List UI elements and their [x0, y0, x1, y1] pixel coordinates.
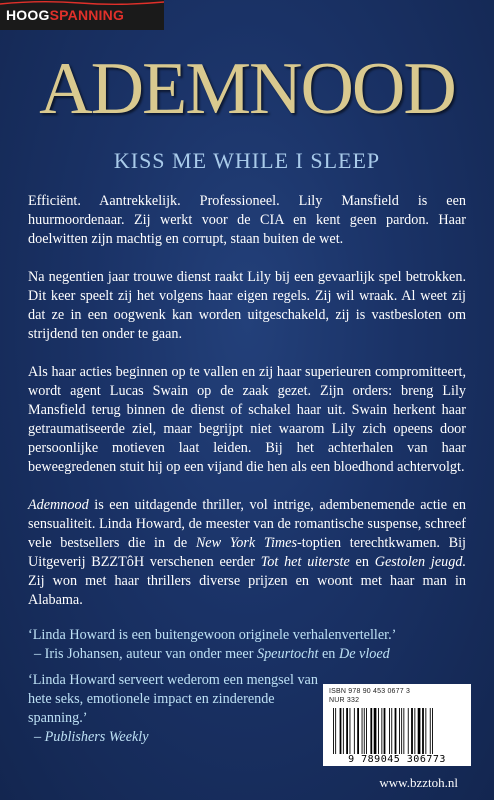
barcode-bar: [333, 708, 334, 754]
barcode-bar: [357, 708, 359, 754]
barcode-bar: [370, 708, 372, 754]
blurb: [28, 192, 466, 629]
blurb-nyt: New York Times: [195, 535, 297, 551]
blurb-book2: Gestolen jeugd.: [374, 554, 466, 570]
blurb-paragraph-1: Efficiënt. Aantrekkelijk. Professioneel. Lily Mansfield is een huurmoordenaar. Zij werkt voor de CIA en kent geen pardon. Haar doelwitten zijn machtig en corrupt, staan buiten de wet.: [28, 193, 466, 247]
quote-2-attr: – Publishers Weekly: [34, 729, 149, 745]
barcode-bar: [430, 708, 431, 754]
barcode-bar: [399, 708, 400, 754]
book-title: ADEMNOOD: [39, 48, 455, 130]
quote-2-attribution: [28, 728, 328, 747]
blurb-book1: Tot het uiterste: [260, 554, 350, 570]
barcode-bar: [374, 708, 377, 754]
quote-1-text: ‘Linda Howard is een buitengewoon originele verhalenverteller.’: [28, 627, 397, 643]
isbn-label: ISBN 978 90 453 0677 3: [329, 688, 411, 695]
barcode-bar: [364, 708, 365, 754]
blurb-paragraph-4: [28, 496, 466, 610]
review-quote-2: [28, 671, 328, 747]
quote-1-attr-mid: en: [318, 646, 339, 662]
blurb-book-title: Ademnood: [28, 497, 89, 513]
barcode-bar: [411, 708, 413, 754]
series-banner: [0, 0, 164, 30]
barcode-bar: [378, 708, 379, 754]
barcode-bars: [333, 708, 463, 754]
barcode-bar: [343, 708, 344, 754]
barcode-bar: [418, 708, 421, 754]
barcode-bar: [350, 708, 351, 754]
quote-2-text: ‘Linda Howard serveert wederom een mengsel van hete seks, emotionele impact en zinderende spanning.’: [28, 672, 318, 726]
quote-1-book2: De vloed: [338, 646, 390, 662]
barcode-bar: [422, 708, 424, 754]
barcode-number: 9 789045 306773: [348, 754, 446, 765]
barcode-bar: [391, 708, 392, 754]
barcode-bar: [346, 708, 348, 754]
series-logo: [6, 7, 124, 23]
barcode-bar: [414, 708, 415, 754]
series-logo-part2: SPANNING: [49, 7, 125, 23]
blurb-paragraph-3: Als haar acties beginnen op te vallen en zij haar superieuren compromitteert, wordt agent Lucas Swain op de zaak gezet. Zijn orders: breng Lily Mansfield terug binnen de dienst of schakel haar uit. Swain herkent haar getraumatiseerde ziel, maar begrijpt niet waarom Lily zich opeens door persoonlijke motieven laat leiden. Bij het achterhalen van haar beweegredenen stuit hij op een vijand die hen als een bloedhond achtervolgt.: [28, 364, 466, 475]
barcode-bar: [381, 708, 382, 754]
quote-1-attribution: [28, 645, 466, 664]
barcode-bar: [403, 708, 404, 754]
review-quote-1: [28, 626, 466, 664]
blurb-text-c: en: [349, 554, 375, 570]
book-subtitle: KISS ME WHILE I SLEEP: [113, 148, 381, 173]
publisher-website: www.bzztoh.nl: [379, 775, 458, 790]
barcode-bar: [362, 708, 363, 754]
blurb-text-b: -toptien terechtkwamen. Bij Uitgeverij BZZTôH verschenen eerder: [28, 535, 466, 570]
quote-1-book1: Speurtocht: [256, 646, 319, 662]
blurb-paragraph-2: Na negentien jaar trouwe dienst raakt Lily bij een gevaarlijk spel betrokken. Dit keer speelt zij het volgens haar eigen regels. Zij wil wraak. Al weet zij dat ze in een oogwenk kan worden uitgeschakeld, zij is vastbesloten om strijdend ten onder te gaan.: [28, 269, 466, 342]
barcode-bar: [401, 708, 402, 754]
barcode-bar: [389, 708, 390, 754]
nur-label: NUR 332: [329, 697, 360, 704]
series-logo-part1: HOOG: [6, 7, 50, 23]
barcode-bar: [425, 708, 426, 754]
barcode-bar: [340, 708, 342, 754]
barcode-panel: [323, 684, 471, 766]
quote-1-attr-prefix: – Iris Johansen, auteur van onder meer: [34, 646, 257, 662]
blurb-text-a: is een uitdagende thriller, vol intrige, adembenemende actie en sensualiteit. Linda Howard, de meester van de romantische suspense, schreef vele bestsellers die in de: [28, 497, 466, 551]
barcode-bar: [366, 708, 367, 754]
barcode-bar: [432, 708, 433, 754]
barcode-bar: [384, 708, 386, 754]
blurb-text-d: Zij won met haar thrillers diverse prijzen en woont met haar man in Alabama.: [28, 573, 466, 608]
barcode-bar: [354, 708, 355, 754]
barcode-bar: [335, 708, 336, 754]
barcode-bar: [395, 708, 397, 754]
barcode-bar: [408, 708, 409, 754]
